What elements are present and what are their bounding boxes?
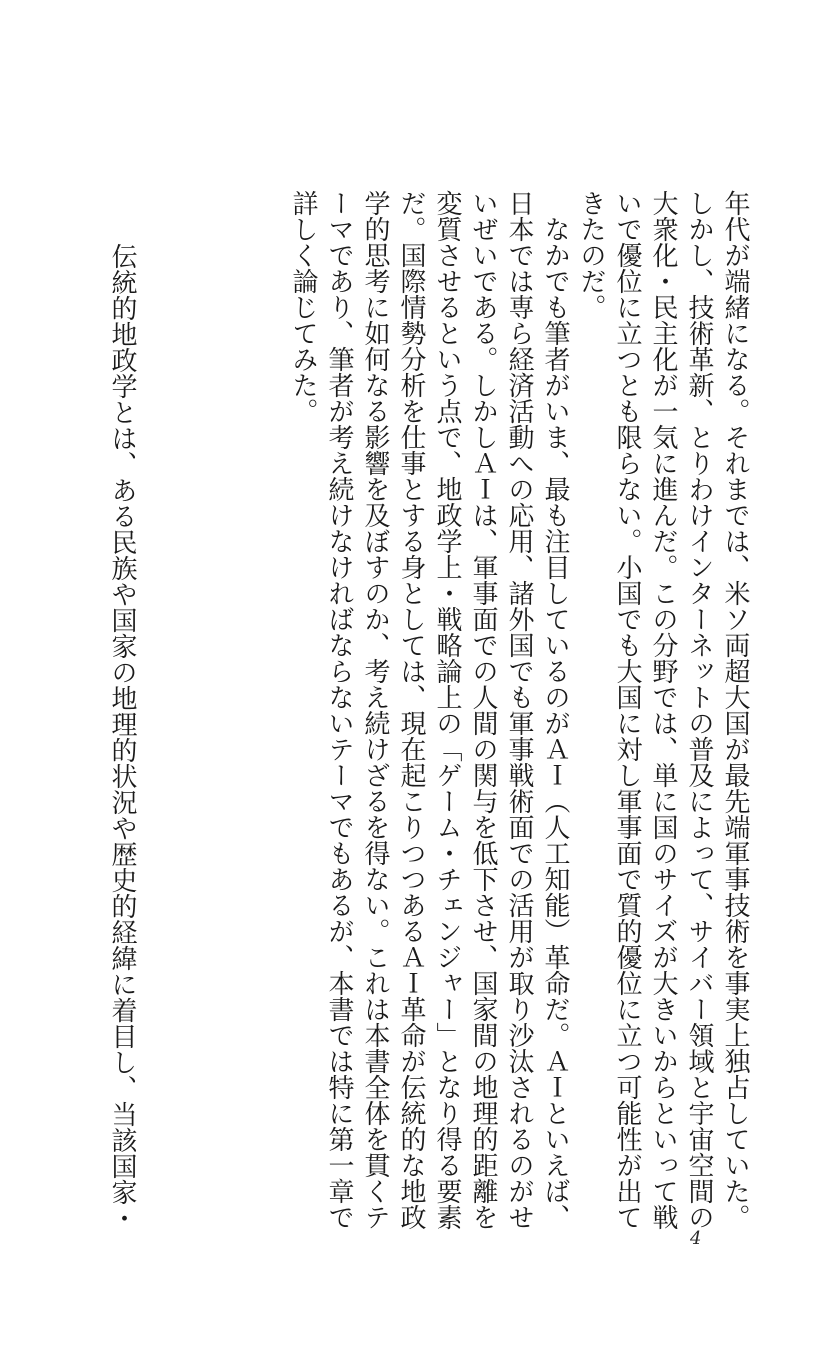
page-number: 4 [690,1228,702,1249]
paragraph-2: なかでも筆者がいま、最も注目しているのがＡＩ（人工知能）革命だ。ＡＩといえば、日本では専ら経済活動への応用、諸外国でも軍事戦術面での活用が取り沙汰されるのがせいぜいである。しかしＡＩは、軍事面での人間の関与を低下させ、国家間の地理的距離を変質させるという点で、地政学上・戦略論上の「ゲーム・チェンジャー」となり得る要素だ。国際情勢分析を仕事とする身としては、現在起こりつつあるＡＩ革命が伝統的な地政学的思考に如何なる影響を及ぼすのか、考え続けざるを得ない。これは本書全体を貫くテーマであり、筆者が考え続けなければならないテーマでもあるが、本書では特に第一章で詳しく論じてみた。 [288,190,570,1230]
paragraph-1: 年代が端緒になる。それまでは、米ソ両超大国が最先端軍事技術を事実上独占していた。しかし、技術革新、とりわけインターネットの普及によって、サイバー領域と宇宙空間の大衆化・民主化が一気に進んだ。この分野では、単に国のサイズが大きいからといって戦いで優位に立つとも限らない。小国でも大国に対し軍事面で質的優位に立つ可能性が出てきたのだ。 [576,190,750,1230]
body-text [93,190,753,1230]
paragraph-3: 伝統的地政学とは、ある民族や国家の地理的状況や歴史的経緯に着目し、当該国家・ [107,243,137,1231]
